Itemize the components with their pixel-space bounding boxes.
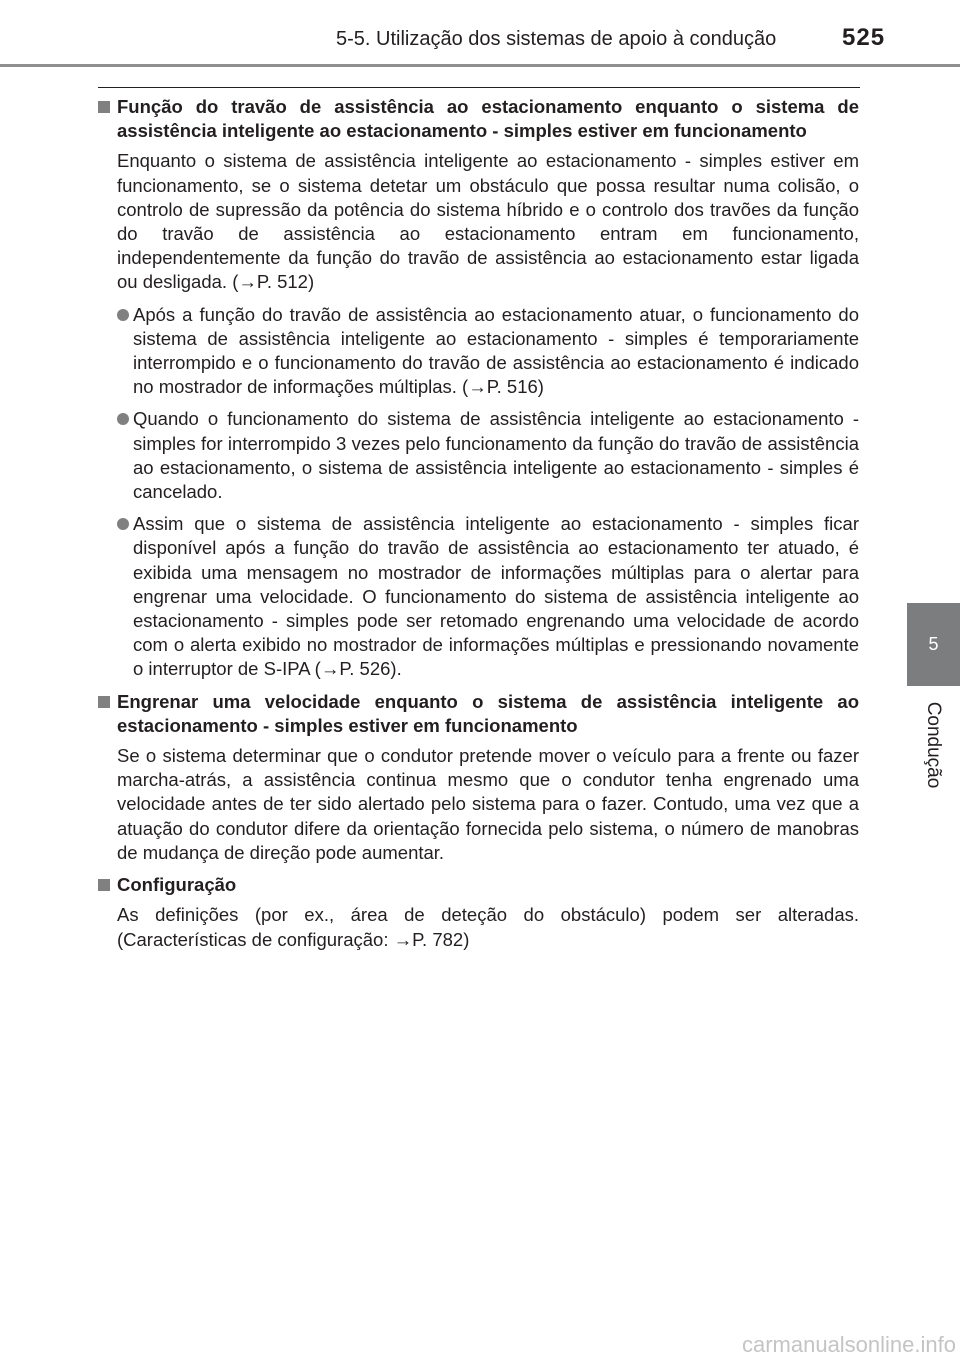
content-divider (98, 87, 860, 88)
watermark[interactable]: carmanualsonline.info (741, 1332, 956, 1357)
section-paragraph: Se o sistema determinar que o condutor pretende mover o veículo para a frente ou fazer marcha-atrás, a assistência continua mesmo que o condutor tenha engrenado uma velocidade antes de ter sido alertado pelo sistema para o fazer. Contudo, uma vez que a atuação do condutor difere da orientação fornecida pelo sistema, o número de manobras de mudança de direção pode aumentar. (117, 745, 859, 863)
bullet-text: Quando o funcionamento do sistema de assistência inteligente ao estacionamento - simples for interrompido 3 vezes pelo funcionamento da função do travão de assistência ao estacionamento, o sistema de assistência inteligente ao estacionamento - simples é cancelado. (133, 408, 859, 503)
section-heading-text: Função do travão de assistência ao estacionamento enquanto o sistema de assistência inteligente ao estacionamento - simples estiver em funcionamento (117, 96, 859, 142)
square-bullet-icon (98, 879, 110, 891)
bullet-item (97, 512, 859, 681)
round-bullet-icon (117, 518, 129, 530)
bullet-text: Após a função do travão de assistência ao estacionamento atuar, o funcionamento do sistema de assistência inteligente ao estacionamento - simples é temporariamente interrompido e o funcionamento do travão de assistência ao estacionamento é indicado no mostrador de informações múltiplas. (→P. 516) (133, 303, 859, 398)
chapter-tab[interactable] (907, 603, 960, 686)
bullet-item (97, 407, 859, 504)
bullet-text: Assim que o sistema de assistência inteligente ao estacionamento - simples ficar disponível após a função do travão de assistência ao estacionamento ter atuado, é exibida uma mensagem no mostrador de informações múltiplas para o alertar para engrenar uma velocidade. O funcionamento do sistema de assistência inteligente ao estacionamento - simples pode ser retomado engrenando uma velocidade de acordo com o alerta exibido no mostrador de informações múltiplas e pressionando novamente o interruptor de S-IPA (→P. 526). (133, 513, 859, 680)
square-bullet-icon (98, 696, 110, 708)
section-heading-text: Engrenar uma velocidade enquanto o sistema de assistência inteligente ao estacionamento - simples estiver em funcionamento (117, 690, 859, 736)
round-bullet-icon (117, 309, 129, 321)
bullet-item (97, 303, 859, 400)
page-header-title: 5-5. Utilização dos sistemas de apoio à condução (336, 28, 777, 50)
round-bullet-icon (117, 413, 129, 425)
section-heading (97, 95, 859, 143)
header-divider (0, 64, 960, 67)
page-content (97, 95, 859, 960)
chapter-number: 5 (928, 634, 939, 654)
section-paragraph: As definições (por ex., área de deteção do obstáculo) podem ser alteradas. (Características de configuração: →P. 782) (117, 904, 859, 950)
square-bullet-icon (98, 101, 110, 113)
section-heading (97, 873, 859, 897)
section-paragraph: Enquanto o sistema de assistência inteligente ao estacionamento - simples estiver em funcionamento, se o sistema detetar um obstáculo que possa resultar numa colisão, o controlo de supressão da potência do sistema híbrido e o controlo dos travões da função do travão de assistência ao estacionamento entram em funcionamento, independentemente da função do travão de assistência ao estacionamento estar ligada ou desligada. (→P. 512) (117, 150, 859, 293)
section-heading-text: Configuração (117, 874, 237, 896)
section-heading (97, 690, 859, 738)
page-number: 525 (842, 24, 886, 51)
chapter-label: Condução (923, 701, 944, 789)
